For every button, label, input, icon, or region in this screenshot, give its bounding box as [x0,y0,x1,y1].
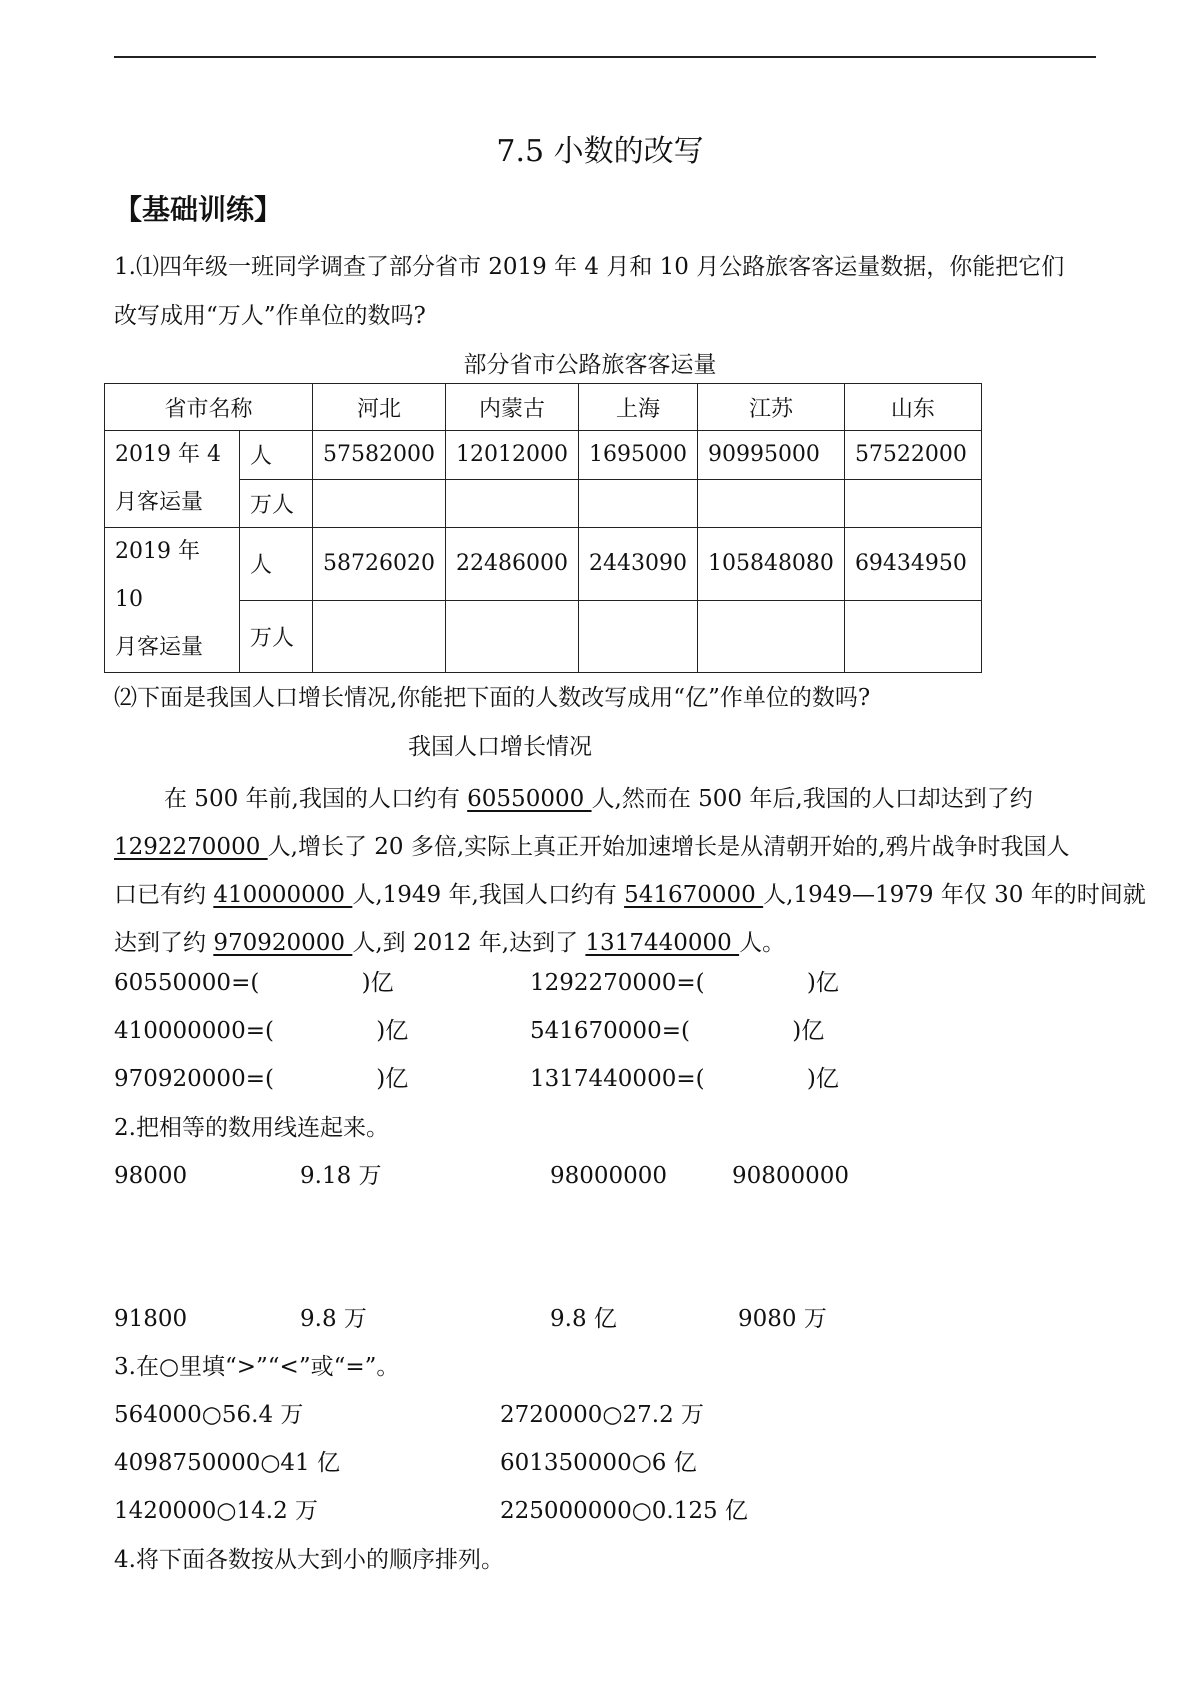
q2-bottom-item[interactable]: 9.8 亿 [550,1306,617,1332]
q3-comparison[interactable]: 4098750000○41 亿 [114,1450,340,1476]
unit-wan: 万人 [240,600,313,673]
table-row [105,528,982,601]
q3-comparison[interactable]: 1420000○14.2 万 [114,1498,319,1524]
passage-line-1 [164,780,1033,813]
q2-bottom-item[interactable]: 91800 [114,1306,188,1332]
passage-text: 在 500 年前,我国的人口约有 [164,786,468,812]
q1-part1-line2: 改写成用“万人”作单位的数吗? [114,303,426,329]
q3-comparison[interactable]: 2720000○27.2 万 [500,1402,705,1428]
q3-comparison[interactable]: 225000000○0.125 亿 [500,1498,748,1524]
passage-text: 人,增长了 20 多倍,实际上真正开始加速增长是从清朝开始的,鸦片战争时我国人 [267,834,1070,860]
q1-part2-prompt: ⑵下面是我国人口增长情况,你能把下面的人数改写成用“亿”作单位的数吗? [114,685,871,711]
passage-line-3 [114,876,1146,909]
passage-text: 人,1949—1979 年仅 30 年的时间就 [763,882,1146,908]
value-cell: 105848080 [697,528,844,601]
q2-top-item[interactable]: 90800000 [732,1163,850,1189]
province-jiangsu: 江苏 [697,384,844,431]
header-province-label: 省市名称 [105,384,313,431]
answer-cell[interactable] [578,600,697,673]
q2-bottom-item[interactable]: 9080 万 [738,1306,827,1332]
conversion-blank[interactable]: 541670000=( )亿 [530,1018,825,1044]
passage-text: 人,然而在 500 年后,我国的人口却达到了约 [591,786,1033,812]
q4-prompt: 4.将下面各数按从大到小的顺序排列。 [114,1547,504,1573]
period-april [105,431,240,528]
header-rule [114,56,1096,58]
period-april-line2: 月客运量 [115,490,204,515]
passage-text: 人,1949 年,我国人口约有 [352,882,625,908]
value-cell: 58726020 [313,528,446,601]
answer-cell[interactable] [445,600,578,673]
underlined-number: 970920000 [213,930,353,956]
answer-cell[interactable] [578,479,697,528]
q1-part1-line1: 1.⑴四年级一班同学调查了部分省市 2019 年 4 月和 10 月公路旅客客运量数据，你能把它们 [114,254,1065,280]
underlined-number: 1317440000 [585,930,740,956]
passenger-volume-table [104,383,982,673]
value-cell: 1695000 [578,431,697,480]
q2-top-item[interactable]: 98000 [114,1163,188,1189]
unit-wan: 万人 [240,479,313,528]
underlined-number: 410000000 [213,882,353,908]
value-cell: 57582000 [313,431,446,480]
answer-cell[interactable] [313,600,446,673]
answer-cell[interactable] [697,479,844,528]
page-title: 7.5 小数的改写 [496,134,704,169]
value-cell: 57522000 [844,431,981,480]
conversion-blank[interactable]: 1292270000=( )亿 [530,970,839,996]
conversion-blank[interactable]: 60550000=( )亿 [114,970,394,996]
province-neimenggu: 内蒙古 [445,384,578,431]
period-october-line2: 月客运量 [115,635,204,660]
province-shandong: 山东 [844,384,981,431]
province-shanghai: 上海 [578,384,697,431]
q3-comparison[interactable]: 601350000○6 亿 [500,1450,697,1476]
answer-cell[interactable] [844,600,981,673]
answer-cell[interactable] [313,479,446,528]
value-cell: 2443090 [578,528,697,601]
passage-text: 人。 [739,930,786,956]
q3-prompt: 3.在○里填“>”“<”或“=”。 [114,1354,400,1380]
period-october-line1: 2019 年 10 [115,539,200,612]
q2-prompt: 2.把相等的数用线连起来。 [114,1115,389,1141]
passage-text: 人,到 2012 年,达到了 [352,930,586,956]
q3-comparison[interactable]: 564000○56.4 万 [114,1402,304,1428]
section-heading: 【基础训练】 [114,193,283,226]
value-cell: 12012000 [445,431,578,480]
passage-text: 口已有约 [114,882,214,908]
underlined-number: 60550000 [467,786,592,812]
underlined-number: 1292270000 [114,834,268,860]
conversion-blank[interactable]: 1317440000=( )亿 [530,1066,839,1092]
period-october [105,528,240,673]
passage-text: 达到了约 [114,930,214,956]
q1-part2-title: 我国人口增长情况 [408,734,592,760]
province-hebei: 河北 [313,384,446,431]
unit-people: 人 [240,528,313,601]
table-row [105,431,982,480]
passage-line-4 [114,924,785,957]
value-cell: 22486000 [445,528,578,601]
q2-top-item[interactable]: 9.18 万 [300,1163,382,1189]
value-cell: 69434950 [844,528,981,601]
value-cell: 90995000 [697,431,844,480]
q2-bottom-item[interactable]: 9.8 万 [300,1306,367,1332]
answer-cell[interactable] [697,600,844,673]
passage-line-2 [114,828,1069,861]
period-april-line1: 2019 年 4 [115,442,221,467]
answer-cell[interactable] [445,479,578,528]
answer-cell[interactable] [844,479,981,528]
table-caption: 部分省市公路旅客客运量 [463,352,717,378]
conversion-blank[interactable]: 410000000=( )亿 [114,1018,409,1044]
table-header-row [105,384,982,431]
q2-top-item[interactable]: 98000000 [550,1163,668,1189]
conversion-blank[interactable]: 970920000=( )亿 [114,1066,409,1092]
unit-people: 人 [240,431,313,480]
underlined-number: 541670000 [624,882,764,908]
